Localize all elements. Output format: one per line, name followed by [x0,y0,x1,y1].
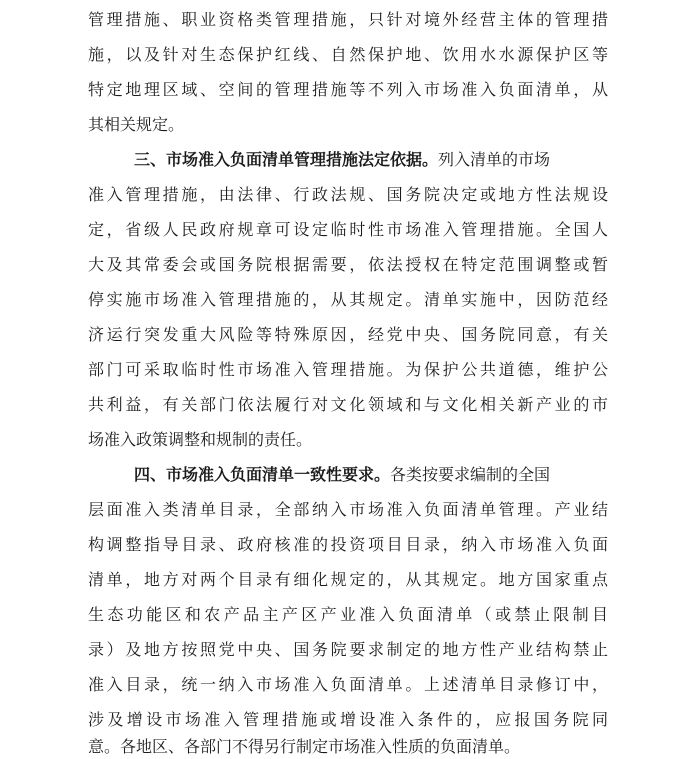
text-line: 停实施市场准入管理措施的，从其规定。清单实施中，因防范经 [88,290,608,309]
text-line: 共利益，有关部门依法履行对文化领域和与文化相关新产业的市 [88,395,608,414]
text-line: 特定地理区域、空间的管理措施等不列入市场准入负面清单，从 [88,80,608,99]
text-line: 涉及增设市场准入管理措施或增设准入条件的，应报国务院同 [88,710,608,729]
paragraph-first-line [134,149,608,171]
text-line: 准入管理措施，由法律、行政法规、国务院决定或地方性法规设 [88,185,608,204]
text-line: 录）及地方按照党中央、国务院要求制定的地方性产业结构禁止 [88,640,608,659]
text-line: 生态功能区和农产品主产区产业准入负面清单（或禁止限制目 [88,605,608,624]
text-line: 部门可采取临时性市场准入管理措施。为保护公共道德，维护公 [88,360,608,379]
text-line: 施，以及针对生态保护红线、自然保护地、饮用水水源保护区等 [88,45,608,64]
section-heading: 四、市场准入负面清单一致性要求。 [134,465,391,484]
text-line: 清单，地方对两个目录有细化规定的，从其规定。地方国家重点 [88,570,608,589]
text-line: 管理措施、职业资格类管理措施，只针对境外经营主体的管理措 [88,10,608,29]
text-line: 层面准入类清单目录，全部纳入市场准入负面清单管理。产业结 [88,500,608,519]
paragraph-first-line [134,464,608,486]
text-run: 列入清单的市场 [438,150,551,169]
text-line: 大及其常委会或国务院根据需要，依法授权在特定范围调整或暂 [88,255,608,274]
text-line: 构调整指导目录、政府核准的投资项目目录，纳入市场准入负面 [88,535,608,554]
section-heading: 三、市场准入负面清单管理措施法定依据。 [134,150,439,169]
text-run: 各类按要求编制的全国 [390,465,551,484]
text-line: 其相关规定。 [88,115,185,134]
text-line: 济运行突发重大风险等特殊原因，经党中央、国务院同意，有关 [88,325,608,344]
text-line: 准入目录，统一纳入市场准入负面清单。上述清单目录修订中， [88,675,608,694]
text-line: 意。各地区、各部门不得另行制定市场准入性质的负面清单。 [88,737,521,756]
text-line: 场准入政策调整和规制的责任。 [88,430,313,449]
text-line: 定，省级人民政府规章可设定临时性市场准入管理措施。全国人 [88,220,608,239]
